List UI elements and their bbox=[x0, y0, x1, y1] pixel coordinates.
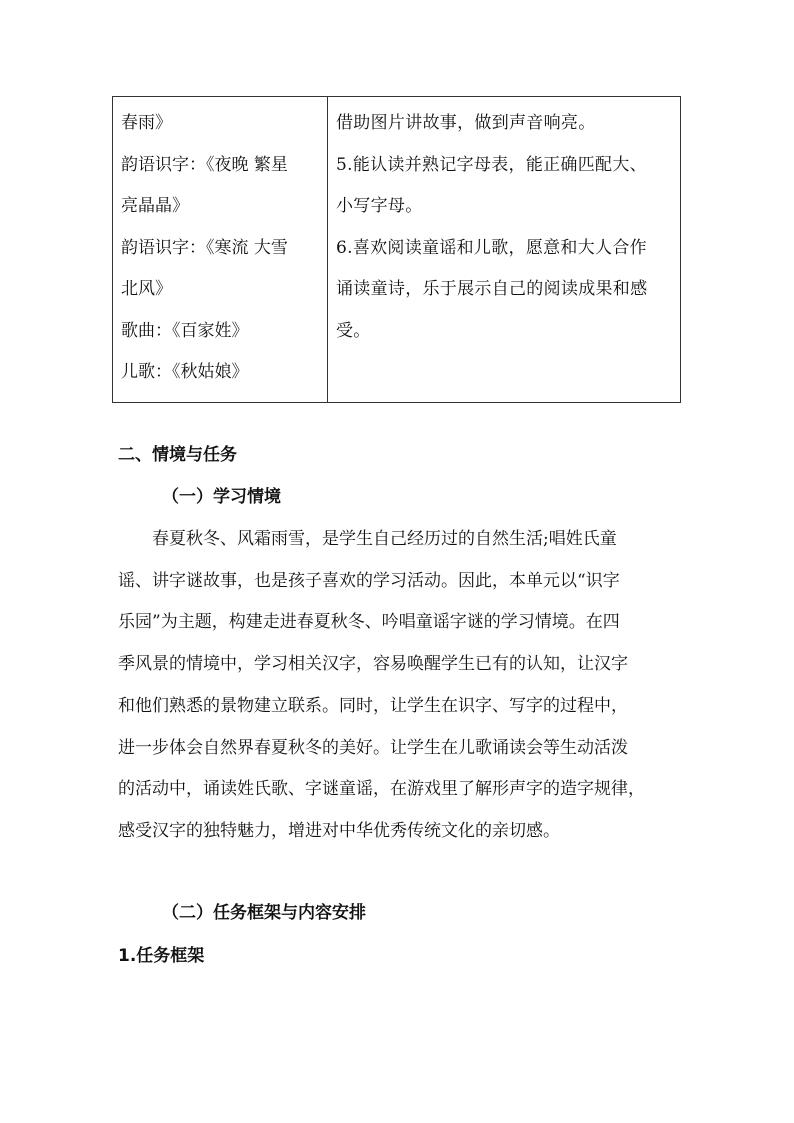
paragraph-line: 春夏秋冬、风霜雨雪，是学生自己经历过的自然生活;唱姓氏童 bbox=[152, 529, 617, 549]
lesson-line: 韵语识字：《夜晚 繁星 bbox=[121, 154, 288, 175]
lesson-line: 春雨》 bbox=[121, 113, 172, 133]
lesson-line: 北风》 bbox=[121, 279, 172, 299]
table-row bbox=[113, 97, 681, 403]
lesson-line: 歌曲：《百家姓》 bbox=[121, 320, 249, 341]
goal-line: 5.能认读并熟记字母表，能正确匹配大、 bbox=[336, 154, 647, 175]
subsection-heading-learning-context: （一）学习情境 bbox=[162, 487, 281, 507]
goal-line: 诵读童诗，乐于展示自己的阅读成果和感 bbox=[336, 279, 648, 299]
paragraph-line: 谣、讲字谜故事，也是孩子喜欢的学习活动。因此，本单元以“识字 bbox=[118, 570, 620, 591]
goal-line: 6.喜欢阅读童谣和儿歌，愿意和大人合作 bbox=[336, 237, 647, 258]
goal-line: 小写字母。 bbox=[336, 196, 423, 216]
lesson-line: 儿歌：《秋姑娘》 bbox=[121, 362, 249, 382]
unit-content-table bbox=[112, 96, 681, 403]
lesson-line: 韵语识字：《寒流 大雪 bbox=[121, 237, 288, 258]
goal-line: 借助图片讲故事，做到声音响亮。 bbox=[336, 113, 596, 133]
paragraph-line: 进一步体会自然界春夏秋冬的美好。让学生在儿歌诵读会等生动活泼 bbox=[118, 737, 628, 758]
subsection-heading-task-framework: （二）任务框架与内容安排 bbox=[162, 903, 366, 923]
table-cell-lessons bbox=[113, 97, 328, 403]
goal-line: 受。 bbox=[336, 320, 371, 341]
paragraph-line: 感受汉字的独特魅力，增进对中华优秀传统文化的亲切感。 bbox=[118, 820, 560, 841]
table-cell-goals bbox=[328, 97, 681, 403]
lesson-line: 亮晶晶》 bbox=[121, 196, 189, 216]
section-heading: 二、情境与任务 bbox=[118, 445, 237, 465]
paragraph-line: 的活动中，诵读姓氏歌、字谜童谣，在游戏里了解形声字的造字规律， bbox=[118, 779, 645, 800]
paragraph-line: 乐园”为主题，构建走进春夏秋冬、吟唱童谣字谜的学习情境。在四 bbox=[118, 612, 620, 633]
paragraph-line: 季风景的情境中，学习相关汉字，容易唤醒学生已有的认知，让汉字 bbox=[118, 654, 628, 675]
learning-context-paragraph bbox=[118, 519, 690, 853]
item-heading-task-framework: 1.任务框架 bbox=[118, 946, 205, 966]
paragraph-line: 和他们熟悉的景物建立联系。同时，让学生在识字、写字的过程中， bbox=[118, 695, 628, 716]
